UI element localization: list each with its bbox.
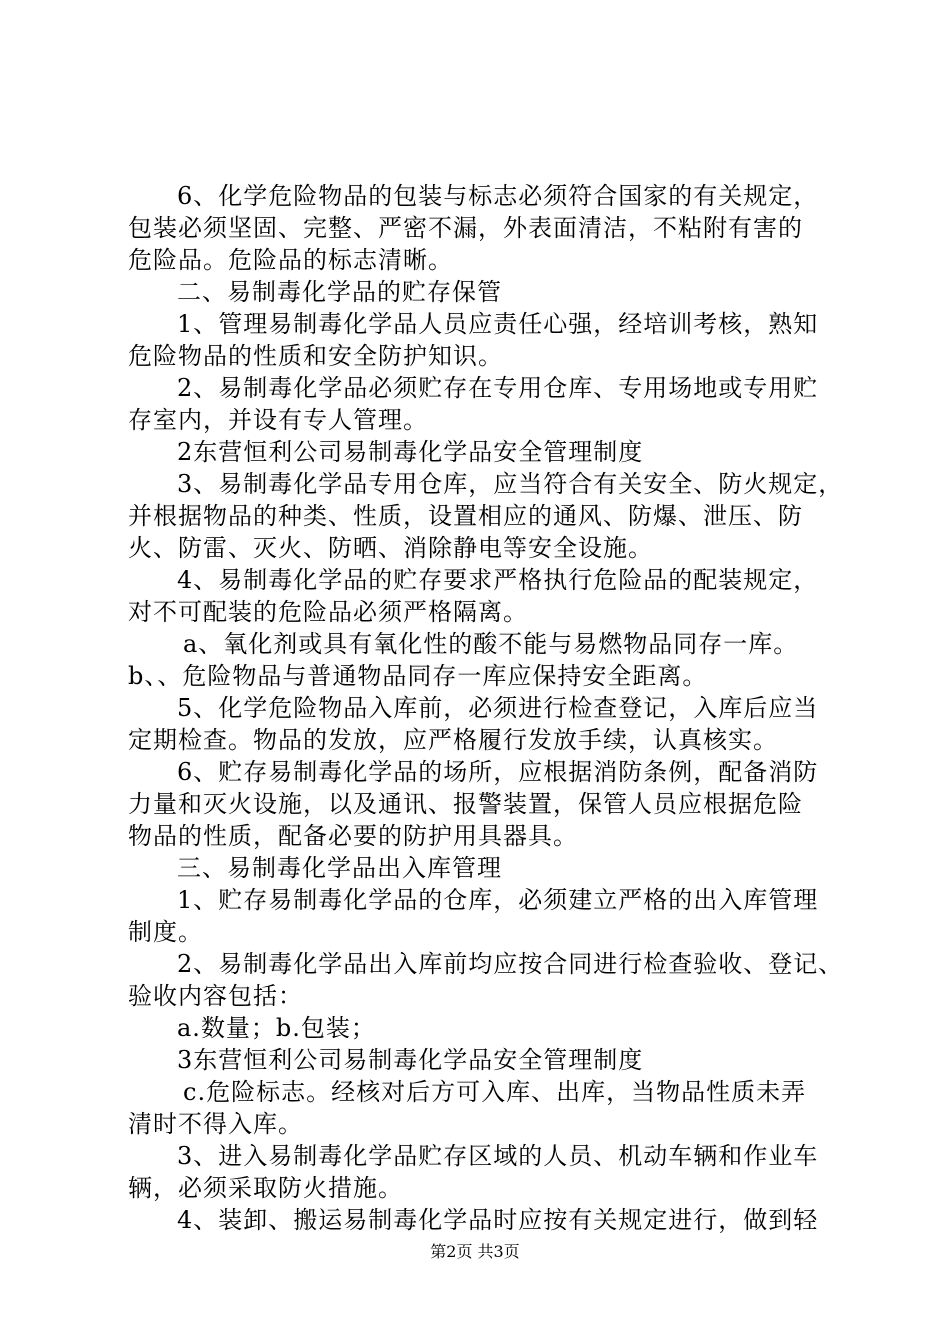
- text-line: 包装必须坚固、完整、严密不漏，外表面清洁，不粘附有害的: [128, 214, 803, 242]
- text-line: 2、易制毒化学品必须贮存在专用仓库、专用场地或专用贮: [177, 374, 819, 402]
- running-header-line: 3东营恒利公司易制毒化学品安全管理制度: [177, 1046, 644, 1074]
- text-line: 4、装卸、搬运易制毒化学品时应按有关规定进行，做到轻: [177, 1206, 819, 1234]
- text-line: c.危险标志。经核对后方可入库、出库，当物品性质未弄: [183, 1078, 807, 1106]
- text-line: 制度。: [128, 918, 203, 946]
- text-line: b、、危险物品与普通物品同存一库应保持安全距离。: [128, 662, 708, 690]
- text-line: a.数量；b.包装；: [177, 1014, 376, 1042]
- running-header-line: 2东营恒利公司易制毒化学品安全管理制度: [177, 438, 644, 466]
- text-line: 危险物品的性质和安全防护知识。: [128, 342, 503, 370]
- text-line: 5、化学危险物品入库前，必须进行检查登记，入库后应当: [177, 694, 819, 722]
- text-line: 6、贮存易制毒化学品的场所，应根据消防条例，配备消防: [177, 758, 819, 786]
- text-line: 6、化学危险物品的包装与标志必须符合国家的有关规定，: [177, 182, 819, 210]
- section-heading: 二、易制毒化学品的贮存保管: [177, 278, 502, 306]
- text-line: 2、易制毒化学品出入库前均应按合同进行检查验收、登记、: [177, 950, 844, 978]
- text-line: 存室内，并设有专人管理。: [128, 406, 428, 434]
- text-line: 4、易制毒化学品的贮存要求严格执行危险品的配装规定，: [177, 566, 819, 594]
- text-line: 1、贮存易制毒化学品的仓库，必须建立严格的出入库管理: [177, 886, 819, 914]
- section-heading: 三、易制毒化学品出入库管理: [177, 854, 502, 882]
- text-line: 3、进入易制毒化学品贮存区域的人员、机动车辆和作业车: [177, 1142, 819, 1170]
- text-line: 物品的性质，配备必要的防护用具器具。: [128, 822, 578, 850]
- text-line: 定期检查。物品的发放，应严格履行发放手续，认真核实。: [128, 726, 778, 754]
- text-line: 3、易制毒化学品专用仓库，应当符合有关安全、防火规定，: [177, 470, 844, 498]
- text-line: 并根据物品的种类、性质，设置相应的通风、防爆、泄压、防: [128, 502, 803, 530]
- text-line: 力量和灭火设施，以及通讯、报警装置，保管人员应根据危险: [128, 790, 803, 818]
- text-line: 火、防雷、灭火、防晒、消除静电等安全设施。: [128, 534, 653, 562]
- text-line: a、氧化剂或具有氧化性的酸不能与易燃物品同存一库。: [183, 630, 799, 658]
- text-line: 1、管理易制毒化学品人员应责任心强，经培训考核，熟知: [177, 310, 819, 338]
- text-line: 对不可配装的危险品必须严格隔离。: [128, 598, 528, 626]
- text-line: 辆，必须采取防火措施。: [128, 1174, 403, 1202]
- text-line: 清时不得入库。: [128, 1110, 303, 1138]
- text-line: 危险品。危险品的标志清晰。: [128, 246, 453, 274]
- text-line: 验收内容包括：: [128, 982, 303, 1010]
- page-number-footer: 第2页 共3页: [430, 1242, 520, 1261]
